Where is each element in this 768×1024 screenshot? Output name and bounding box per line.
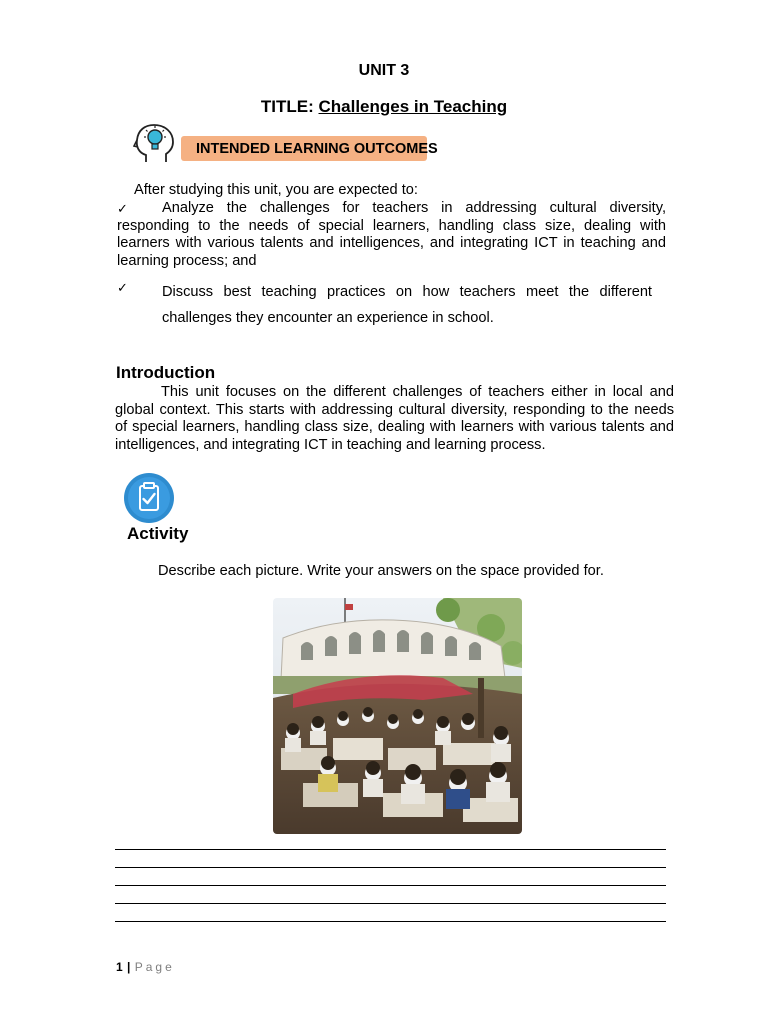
activity-instruction: Describe each picture. Write your answers on the space provided for.	[158, 563, 604, 579]
outcomes-heading: INTENDED LEARNING OUTCOMES	[196, 141, 438, 157]
answer-line[interactable]	[115, 885, 666, 886]
clipboard-check-icon	[123, 472, 175, 524]
outcomes-lead: After studying this unit, you are expected to:	[134, 182, 418, 198]
title-text: Challenges in Teaching	[318, 97, 508, 116]
outcome-item-1: Analyze the challenges for teachers in addressing cultural diversity, responding to the needs of special learners, handling class size, dealing with learners with various talents and intelligences, and integrating ICT in teaching and learning process; and	[117, 200, 666, 269]
activity-heading: Activity	[127, 524, 189, 543]
outcome-item-2: Discuss best teaching practices on how teachers meet the different challenges they encounter an experience in school.	[162, 284, 652, 326]
classroom-tent-photo	[273, 598, 522, 834]
page-number: 1	[116, 960, 124, 974]
answer-line[interactable]	[115, 867, 666, 868]
footer-separator: |	[127, 960, 131, 974]
unit-heading: UNIT 3	[358, 62, 410, 79]
introduction-body: This unit focuses on the different challenges of teachers either in local and global context. This starts with addressing cultural diversity, responding to the needs of special learners, handling class size, dealing with learners with various talents and intelligences, and integrating ICT in teaching and learning process.	[115, 384, 674, 453]
answer-line[interactable]	[115, 903, 666, 904]
page-label: Page	[134, 960, 175, 974]
page-footer	[116, 960, 175, 974]
lightbulb-head-icon	[133, 122, 177, 164]
answer-line[interactable]	[115, 921, 666, 922]
title-prefix: TITLE:	[260, 97, 314, 116]
answer-line[interactable]	[115, 849, 666, 850]
introduction-heading: Introduction	[116, 363, 216, 382]
page-title	[0, 97, 768, 117]
check-mark-icon: ✓	[117, 280, 128, 295]
check-mark-icon: ✓	[117, 201, 128, 216]
